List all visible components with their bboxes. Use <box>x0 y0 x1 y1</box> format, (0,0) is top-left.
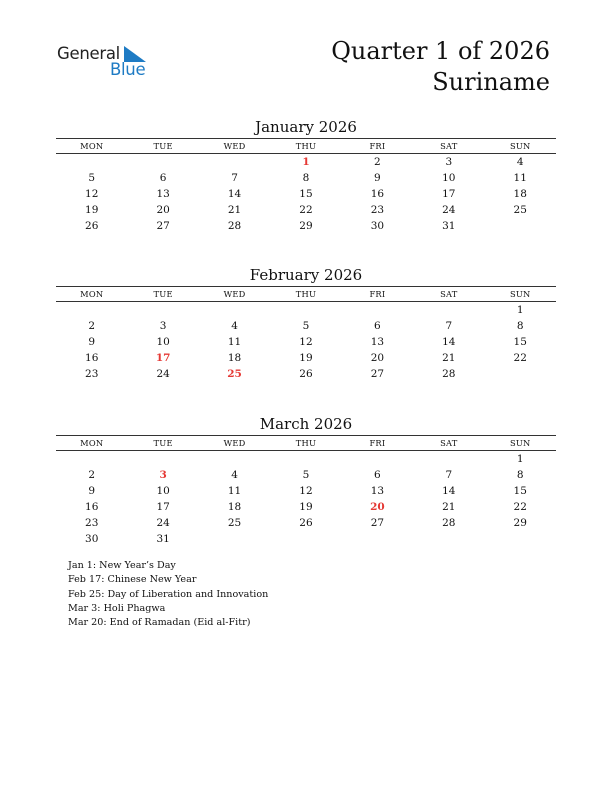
day-cell: 18 <box>513 188 527 200</box>
logo-blue-text: Blue <box>110 60 146 79</box>
day-cell: 27 <box>156 220 170 232</box>
day-cell: 25 <box>513 204 527 216</box>
weekday-header <box>56 435 556 451</box>
day-cell: 18 <box>227 501 242 513</box>
day-cell: 10 <box>156 485 170 497</box>
day-cell: 9 <box>88 485 96 497</box>
week-row <box>56 154 556 170</box>
day-cell: 11 <box>227 485 242 497</box>
week-row <box>56 366 556 382</box>
day-cell: 14 <box>442 336 456 348</box>
day-cell: 1 <box>516 304 524 316</box>
day-cell: 16 <box>85 501 99 513</box>
day-cell: 9 <box>88 336 96 348</box>
day-cell: 22 <box>299 204 313 216</box>
day-cell: 23 <box>85 517 99 529</box>
weekday-label: THU <box>295 438 317 448</box>
day-cell: 13 <box>370 485 385 497</box>
weekday-label: FRI <box>369 438 386 448</box>
weekday-label: WED <box>223 141 246 151</box>
title-quarter: Quarter 1 of 2026 <box>331 37 550 65</box>
week-row <box>56 334 556 350</box>
month-name: February 2026 <box>249 266 363 284</box>
holiday-item: Feb 25: Day of Liberation and Innovation <box>68 588 269 600</box>
day-cell: 6 <box>159 172 167 184</box>
day-cell: 7 <box>445 320 453 332</box>
weekday-label: SAT <box>440 141 458 151</box>
day-cell: 11 <box>513 172 527 184</box>
week-row <box>56 318 556 334</box>
day-cell: 2 <box>88 469 96 481</box>
day-cell: 12 <box>85 188 99 200</box>
day-cell-holiday: 17 <box>155 352 171 364</box>
week-row <box>56 186 556 202</box>
week-row <box>56 170 556 186</box>
day-cell: 3 <box>159 320 167 332</box>
day-cell: 8 <box>516 469 524 481</box>
day-cell: 10 <box>156 336 170 348</box>
day-cell-holiday: 1 <box>302 156 310 168</box>
day-cell: 22 <box>513 352 527 364</box>
week-row <box>56 531 556 547</box>
day-cell: 21 <box>227 204 242 216</box>
week-row <box>56 218 556 234</box>
day-cell: 19 <box>85 204 99 216</box>
day-cell: 8 <box>302 172 310 184</box>
day-cell: 3 <box>445 156 453 168</box>
day-cell: 24 <box>156 517 170 529</box>
day-cell: 24 <box>442 204 456 216</box>
day-cell: 14 <box>442 485 456 497</box>
holiday-item: Jan 1: New Year’s Day <box>68 560 176 571</box>
day-cell: 26 <box>85 220 99 232</box>
day-cell: 15 <box>299 188 313 200</box>
day-cell: 23 <box>85 368 99 380</box>
weekday-label: WED <box>223 289 246 299</box>
day-cell: 27 <box>370 368 385 380</box>
day-cell: 31 <box>442 220 456 232</box>
week-row <box>56 302 556 318</box>
day-cell: 17 <box>442 188 456 200</box>
weekday-label: FRI <box>369 141 386 151</box>
logo-general-text: General <box>57 44 120 63</box>
day-cell: 20 <box>156 204 170 216</box>
day-cell: 24 <box>156 368 170 380</box>
day-cell: 20 <box>370 352 385 364</box>
month-february <box>56 266 556 382</box>
weekday-label: WED <box>223 438 246 448</box>
logo <box>57 44 157 84</box>
weekday-label: SUN <box>509 141 531 151</box>
day-cell: 28 <box>227 220 242 232</box>
weekday-label: SAT <box>440 438 458 448</box>
day-cell: 23 <box>370 204 385 216</box>
week-row <box>56 483 556 499</box>
weekday-label: TUE <box>153 438 173 448</box>
weekday-header <box>56 286 556 302</box>
day-cell: 17 <box>156 501 170 513</box>
day-cell: 19 <box>299 501 313 513</box>
holiday-item: Mar 20: End of Ramadan (Eid al-Fitr) <box>68 617 251 629</box>
weekday-label: TUE <box>153 141 173 151</box>
day-cell: 11 <box>227 336 242 348</box>
holiday-item: Feb 17: Chinese New Year <box>68 574 197 586</box>
weekday-header <box>56 138 556 154</box>
day-cell: 6 <box>374 320 381 332</box>
day-cell: 8 <box>516 320 524 332</box>
day-cell: 29 <box>299 220 313 232</box>
day-cell: 21 <box>442 352 456 364</box>
title-country: Suriname <box>432 68 550 96</box>
day-cell: 26 <box>299 368 313 380</box>
month-january <box>56 118 556 234</box>
weekday-label: MON <box>80 289 104 299</box>
day-cell: 15 <box>513 336 527 348</box>
day-cell: 21 <box>442 501 456 513</box>
day-cell: 30 <box>85 533 99 545</box>
day-cell: 16 <box>85 352 99 364</box>
week-row <box>56 350 556 366</box>
weekday-label: MON <box>80 141 104 151</box>
day-cell-holiday: 25 <box>227 368 242 380</box>
day-cell: 7 <box>231 172 238 184</box>
weekday-label: THU <box>295 141 317 151</box>
day-cell: 28 <box>442 368 456 380</box>
page-title <box>331 36 550 98</box>
day-cell: 9 <box>374 172 381 184</box>
month-name: March 2026 <box>259 415 353 433</box>
day-cell: 27 <box>370 517 385 529</box>
day-cell: 13 <box>370 336 385 348</box>
day-cell: 2 <box>374 156 381 168</box>
day-cell: 10 <box>442 172 456 184</box>
day-cell: 28 <box>442 517 456 529</box>
day-cell: 14 <box>227 188 242 200</box>
day-cell: 19 <box>299 352 313 364</box>
weekday-label: SAT <box>440 289 458 299</box>
day-cell: 12 <box>299 336 313 348</box>
day-cell: 5 <box>302 469 310 481</box>
day-cell: 31 <box>156 533 170 545</box>
day-cell: 4 <box>516 156 524 168</box>
weekday-label: TUE <box>153 289 173 299</box>
holiday-item: Mar 3: Holi Phagwa <box>68 602 166 614</box>
day-cell: 4 <box>231 320 238 332</box>
day-cell: 18 <box>227 352 242 364</box>
day-cell: 4 <box>231 469 238 481</box>
weekday-label: MON <box>80 438 104 448</box>
holiday-list <box>68 559 268 630</box>
weekday-label: THU <box>295 289 317 299</box>
day-cell: 12 <box>299 485 313 497</box>
day-cell: 22 <box>513 501 527 513</box>
day-cell: 5 <box>302 320 310 332</box>
day-cell: 25 <box>227 517 242 529</box>
day-cell: 15 <box>513 485 527 497</box>
day-cell: 7 <box>445 469 453 481</box>
day-cell: 13 <box>156 188 170 200</box>
day-cell-holiday: 20 <box>370 501 385 513</box>
day-cell-holiday: 3 <box>159 469 167 481</box>
day-cell: 1 <box>516 453 524 465</box>
week-row <box>56 202 556 218</box>
week-row <box>56 451 556 467</box>
day-cell: 26 <box>299 517 313 529</box>
day-cell: 16 <box>370 188 385 200</box>
day-cell: 5 <box>88 172 96 184</box>
week-row <box>56 499 556 515</box>
weekday-label: SUN <box>509 289 531 299</box>
week-row <box>56 515 556 531</box>
day-cell: 6 <box>374 469 381 481</box>
week-row <box>56 467 556 483</box>
day-cell: 30 <box>370 220 385 232</box>
month-name: January 2026 <box>255 118 357 136</box>
day-cell: 2 <box>88 320 96 332</box>
day-cell: 29 <box>513 517 527 529</box>
weekday-label: FRI <box>369 289 386 299</box>
month-march <box>56 415 556 547</box>
weekday-label: SUN <box>509 438 531 448</box>
